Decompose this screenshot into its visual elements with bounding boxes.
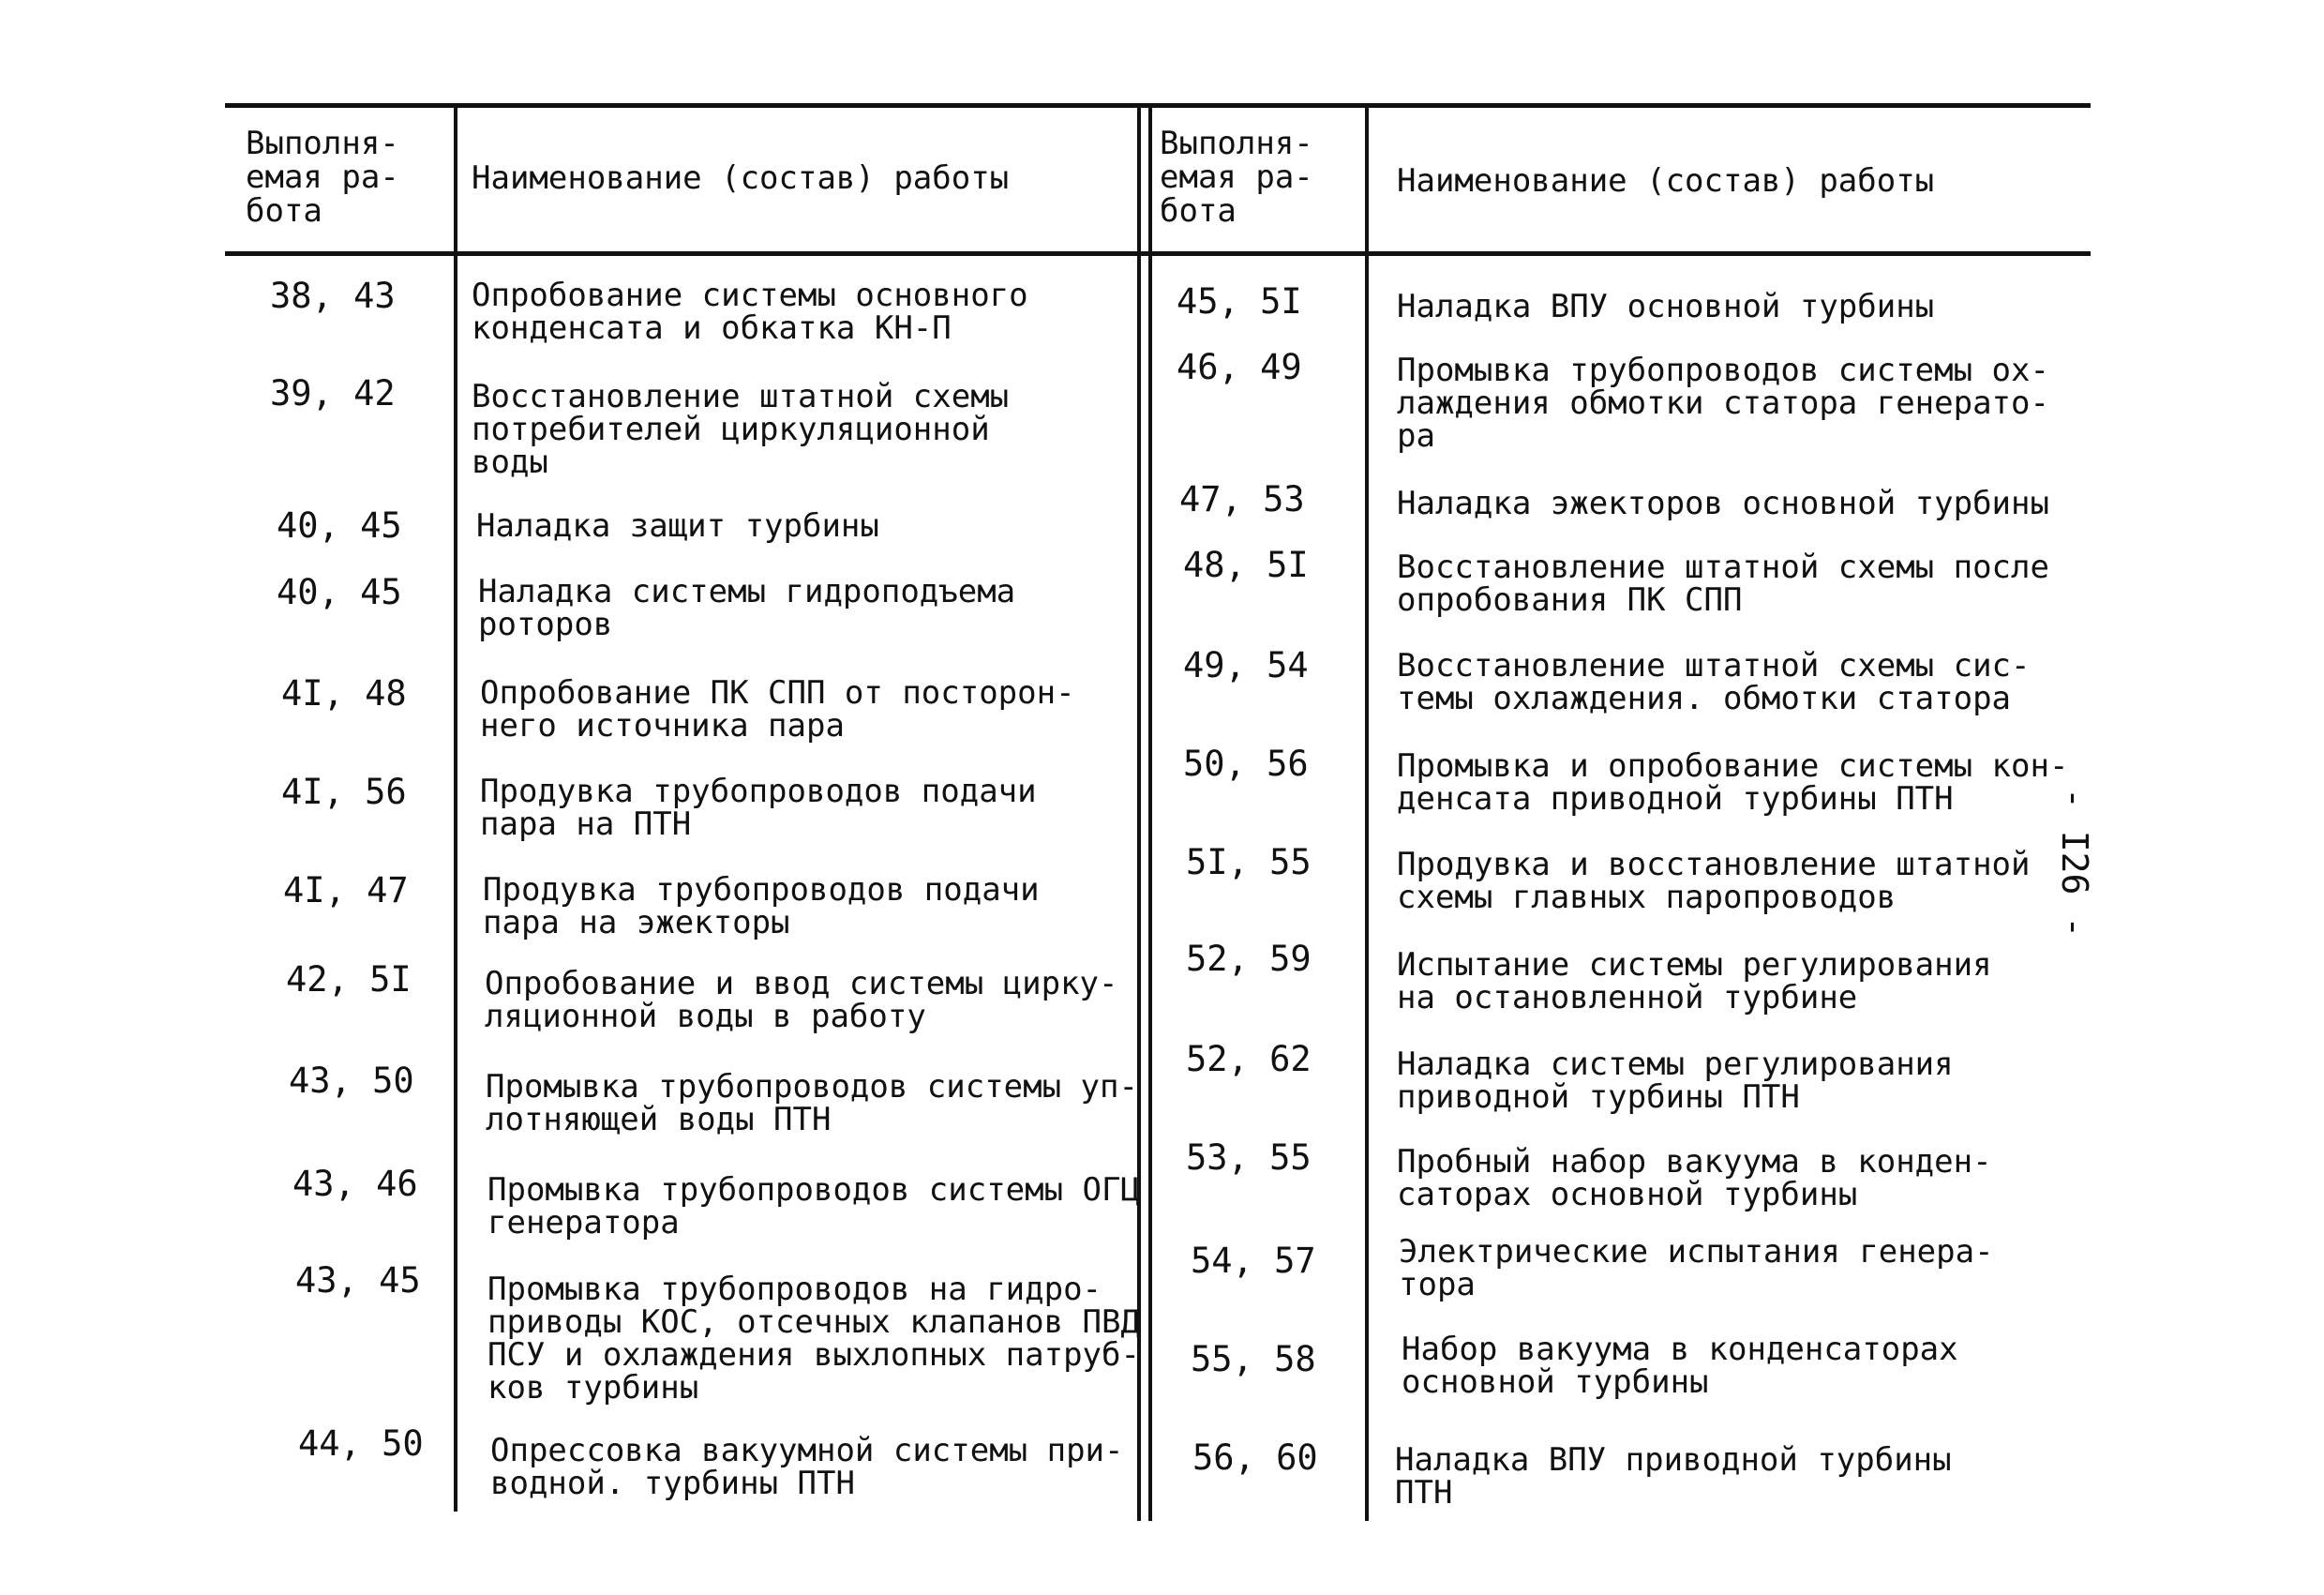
left-row-code: 44, 50 bbox=[298, 1423, 424, 1464]
right-row-code: 54, 57 bbox=[1191, 1241, 1316, 1281]
page-number: - I26 - bbox=[2054, 788, 2095, 939]
center-divider-b bbox=[1148, 105, 1152, 1521]
right-row-name: Пробный набор вакуума в конден- саторах основной турбины bbox=[1397, 1143, 1992, 1213]
left-row-code: 39, 42 bbox=[270, 373, 396, 414]
right-row-code: 52, 59 bbox=[1186, 939, 1312, 979]
right-row-code: 52, 62 bbox=[1186, 1039, 1312, 1079]
right-row-code: 46, 49 bbox=[1177, 347, 1302, 387]
right-row-code: 5I, 55 bbox=[1186, 842, 1312, 882]
left-row-name: Промывка трубопроводов системы ОГЦ генератора bbox=[487, 1171, 1140, 1241]
left-row-code: 4I, 47 bbox=[283, 870, 409, 910]
left-row-code: 40, 45 bbox=[277, 572, 402, 612]
table-top-rule bbox=[225, 103, 2091, 108]
right-row-name: Промывка и опробование системы кон- денсата приводной турбины ПТН bbox=[1397, 747, 2069, 818]
header-left-code: Выполня- емая ра- бота bbox=[246, 125, 399, 230]
left-row-name: Опробование ПК СПП от посторон- него источника пара bbox=[480, 674, 1075, 745]
right-row-code: 55, 58 bbox=[1191, 1339, 1316, 1379]
right-row-code: 48, 5I bbox=[1183, 545, 1309, 585]
left-row-code: 4I, 56 bbox=[281, 772, 407, 812]
left-row-name: Промывка трубопроводов системы уп- лотняющей воды ПТН bbox=[486, 1068, 1138, 1138]
left-row-code: 43, 46 bbox=[292, 1164, 418, 1204]
right-row-name: Промывка трубопроводов системы ох- лаждения обмотки статора генерато- ра bbox=[1397, 352, 2049, 455]
right-row-name: Восстановление штатной схемы после опробования ПК СПП bbox=[1397, 549, 2049, 619]
left-row-code: 38, 43 bbox=[270, 276, 396, 316]
header-right-name: Наименование (состав) работы bbox=[1397, 162, 1935, 200]
right-row-name: Набор вакуума в конденсаторах основной турбины bbox=[1402, 1331, 1958, 1401]
right-row-name: Наладка ВПУ приводной турбины ПТН bbox=[1395, 1441, 1952, 1512]
header-right-code: Выполня- емая ра- бота bbox=[1160, 125, 1313, 230]
right-row-name: Наладка ВПУ основной турбины bbox=[1397, 288, 1935, 325]
left-row-name: Наладка системы гидроподъема роторов bbox=[478, 573, 1016, 643]
left-row-code: 43, 45 bbox=[295, 1260, 421, 1301]
right-row-code: 53, 55 bbox=[1186, 1137, 1312, 1178]
right-row-code: 45, 5I bbox=[1177, 281, 1302, 322]
right-row-name: Испытание системы регулирования на остановленной турбине bbox=[1397, 946, 1992, 1016]
right-row-code: 50, 56 bbox=[1183, 744, 1309, 784]
right-row-code: 56, 60 bbox=[1192, 1437, 1318, 1478]
left-row-code: 40, 45 bbox=[277, 505, 402, 546]
left-row-name: Восстановление штатной схемы потребителей циркуляционной воды bbox=[472, 378, 1010, 481]
right-code-divider bbox=[1365, 105, 1369, 1521]
right-row-name: Продувка и восстановление штатной схемы главных паропроводов bbox=[1397, 846, 2031, 916]
left-row-code: 43, 50 bbox=[289, 1061, 414, 1101]
left-row-code: 42, 5I bbox=[286, 959, 412, 1000]
right-row-name: Электрические испытания генера- тора bbox=[1399, 1233, 1994, 1303]
left-row-name: Опрессовка вакуумной системы при- водной. турбины ПТН bbox=[490, 1432, 1124, 1502]
right-row-name: Восстановление штатной схемы сис- темы охлаждения. обмотки статора bbox=[1397, 647, 2031, 717]
left-row-name: Опробование и ввод системы цирку- ляционной воды в работу bbox=[485, 965, 1118, 1035]
left-row-name: Промывка трубопроводов на гидро- приводы КОС, отсечных клапанов ПВД ПСУ и охлаждения выхлопных патруб- ков турбины bbox=[487, 1271, 1140, 1407]
right-row-name: Наладка эжекторов основной турбины bbox=[1397, 485, 2049, 522]
left-row-name: Продувка трубопроводов подачи пара на ПТН bbox=[480, 773, 1037, 843]
header-left-name: Наименование (состав) работы bbox=[472, 159, 1010, 197]
left-row-name: Продувка трубопроводов подачи пара на эжекторы bbox=[483, 871, 1040, 941]
header-bottom-rule bbox=[225, 251, 2091, 256]
left-row-name: Наладка защит турбины bbox=[476, 507, 879, 545]
left-row-name: Опробование системы основного конденсата и обкатка КН-П bbox=[472, 277, 1028, 347]
left-row-code: 4I, 48 bbox=[281, 673, 407, 714]
right-row-name: Наладка системы регулирования приводной турбины ПТН bbox=[1397, 1046, 1954, 1116]
right-row-code: 47, 53 bbox=[1179, 479, 1305, 519]
right-row-code: 49, 54 bbox=[1183, 645, 1309, 685]
left-code-divider bbox=[454, 105, 457, 1512]
